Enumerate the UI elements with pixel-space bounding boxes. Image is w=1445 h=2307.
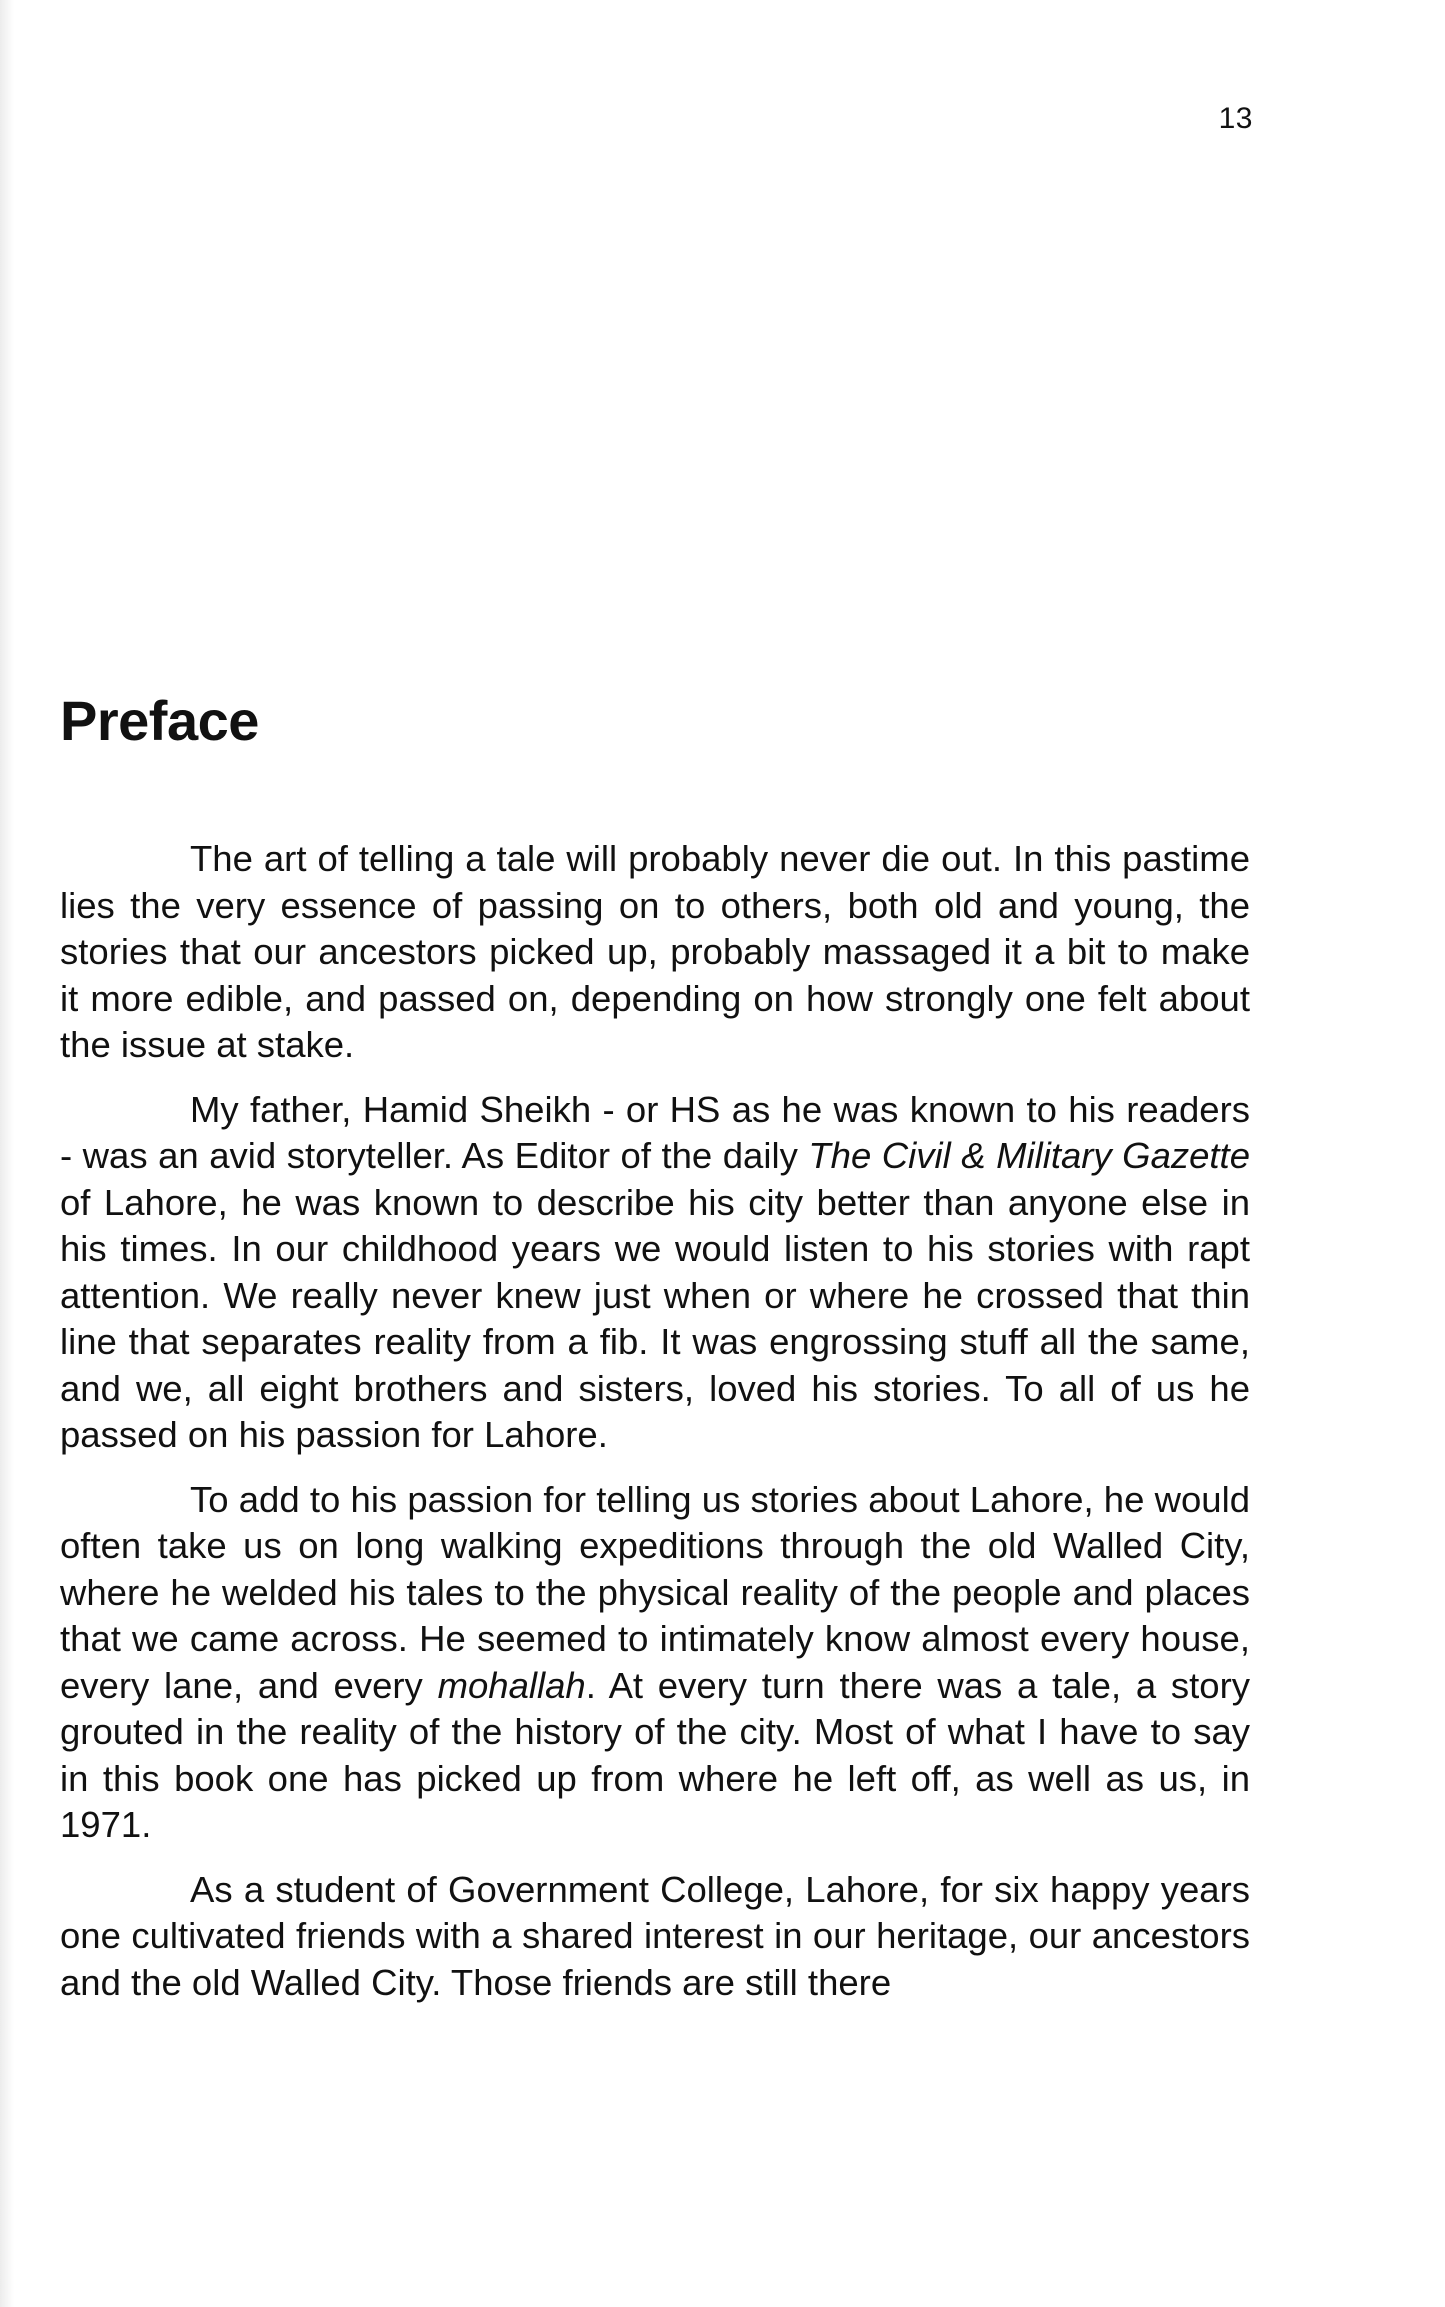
- scan-edge-shadow: [0, 0, 14, 2307]
- newspaper-title: The Civil & Military Gazette: [808, 1135, 1251, 1176]
- paragraph-4: As a student of Government College, Lahore, for six happy years one cultivated friends with a shared interest in our heritage, our ancestors and the old Walled City. Those friends are still there: [60, 1868, 1250, 2003]
- mohallah-term: mohallah: [437, 1664, 586, 1706]
- paragraph-2: [60, 1087, 1250, 1459]
- paragraph-1: The art of telling a tale will probably never die out. In this pastime lies the very essence of passing on to others, both old and young, the stories that our ancestors picked up, probably massaged it a bit to make it more edible, and passed on, depending on how strongly one felt about the issue at stake.: [60, 838, 1250, 1065]
- paragraph-3-text-a: To add to his passion for telling us stories about Lahore, he would often take us on long walking expeditions through the old Walled City, where he welded his tales to the physical reality of the people and places that we came across. He seemed to intimately know almost every house, every lane, and every: [60, 1478, 1250, 1706]
- paragraph-2-text-a: My father, Hamid Sheikh - or HS as he was known to his readers - was an avid storyteller. As Editor of the daily: [60, 1088, 1250, 1176]
- paragraph-3: [60, 1477, 1250, 1849]
- paragraph-2-text-b: of Lahore, he was known to describe his city better than anyone else in his times. In our childhood years we would listen to his stories with rapt attention. We really never knew just when or where he crossed that thin line that separates reality from a fib. It was engrossing stuff all the same, and we, all eight brothers and sisters, loved his stories. To all of us he passed on his passion for Lahore.: [60, 1181, 1250, 1455]
- paragraph-3-text-b: . At every turn there was a tale, a story grouted in the reality of the history of the city. Most of what I have to say in this book one has picked up from where he left off, as well as us, in 1971.: [60, 1664, 1250, 1845]
- page-number: 13: [1218, 102, 1253, 135]
- chapter-title: Preface: [60, 689, 259, 752]
- body-text: [60, 836, 1250, 2024]
